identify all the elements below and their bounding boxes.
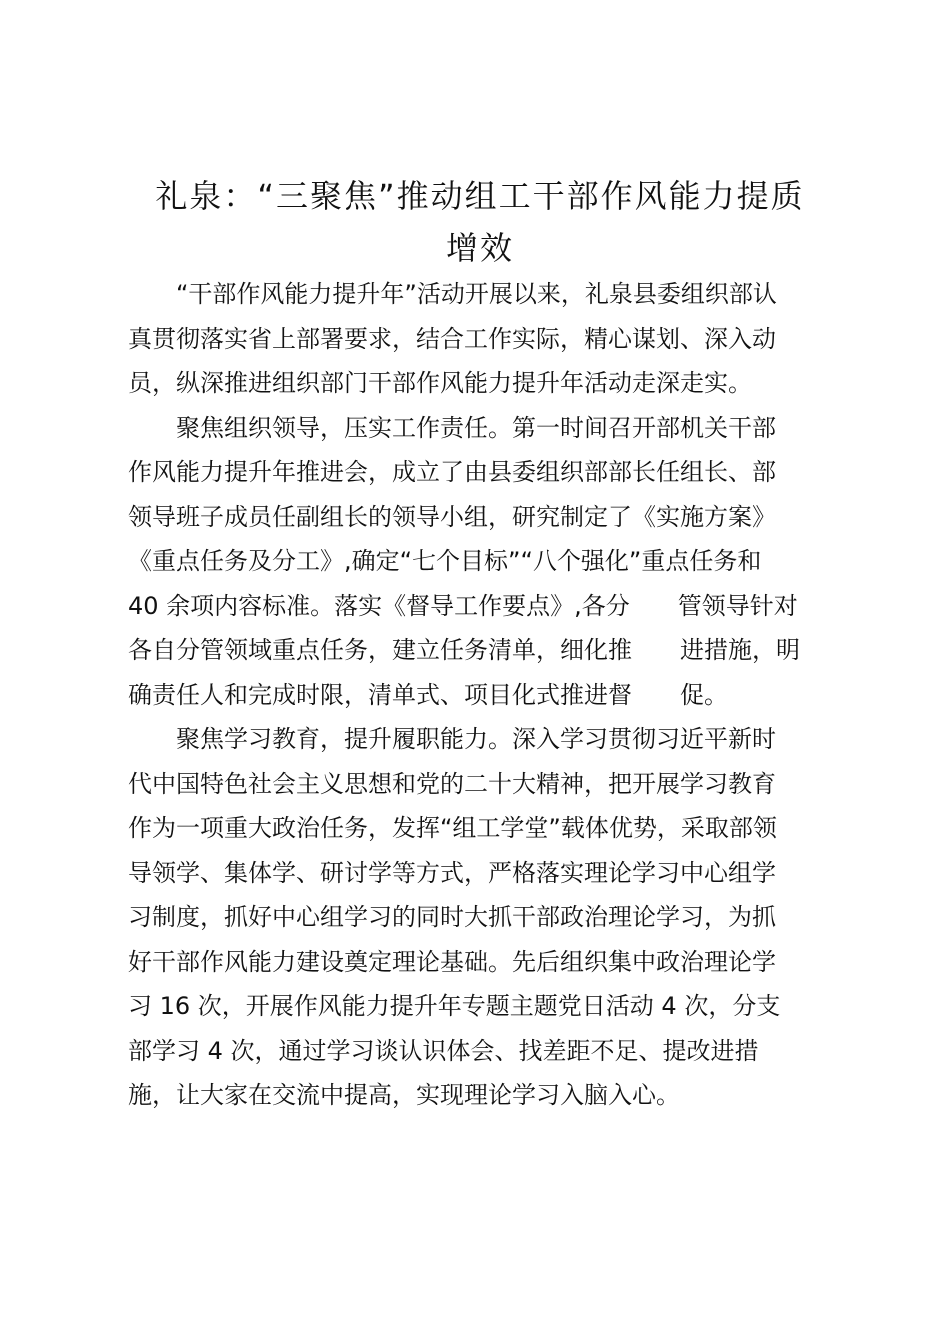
document-body bbox=[128, 272, 828, 1118]
paragraph-intro bbox=[128, 272, 828, 406]
title-line: 增效 bbox=[445, 229, 514, 267]
document-title bbox=[110, 170, 850, 274]
paragraph-study-education bbox=[128, 717, 828, 1118]
paragraph-line: 40 余项内容标准。落实《督导工作要点》,各分 管领导针对 bbox=[128, 591, 798, 620]
paragraph-line: “干部作风能力提升年”活动开展以来，礼泉县委组织部认 bbox=[176, 280, 777, 308]
paragraph-line: 真贯彻落实省上部署要求，结合工作实际，精心谋划、深入动 bbox=[128, 324, 776, 353]
paragraph-line: 《重点任务及分工》,确定“七个目标”“八个强化”重点任务和 bbox=[128, 547, 762, 575]
paragraph-line: 作风能力提升年推进会，成立了由县委组织部部长任组长、部 bbox=[128, 458, 776, 486]
paragraph-organization-leadership bbox=[128, 406, 828, 718]
paragraph-line: 确责任人和完成时限，清单式、项目化式推进督 促。 bbox=[128, 680, 728, 709]
title-line: 礼泉：“三聚焦”推动组工干部作风能力提质 bbox=[155, 177, 805, 215]
paragraph-line: 习制度，抓好中心组学习的同时大抓干部政治理论学习，为抓 bbox=[128, 903, 776, 931]
paragraph-line: 导领学、集体学、研讨学等方式，严格落实理论学习中心组学 bbox=[128, 858, 776, 887]
paragraph-line: 好干部作风能力建设奠定理论基础。先后组织集中政治理论学 bbox=[128, 947, 776, 976]
paragraph-line: 各自分管领域重点任务，建立任务清单，细化推 进措施，明 bbox=[128, 636, 800, 664]
paragraph-line: 部学习 4 次，通过学习谈认识体会、找差距不足、提改进措 bbox=[128, 1036, 759, 1065]
paragraph-line: 领导班子成员任副组长的领导小组，研究制定了《实施方案》 bbox=[128, 502, 776, 531]
paragraph-line: 聚焦组织领导，压实工作责任。第一时间召开部机关干部 bbox=[176, 413, 776, 442]
paragraph-line: 聚焦学习教育，提升履职能力。深入学习贯彻习近平新时 bbox=[176, 725, 776, 753]
paragraph-line: 员，纵深推进组织部门干部作风能力提升年活动走深走实。 bbox=[128, 369, 752, 397]
paragraph-line: 施，让大家在交流中提高，实现理论学习入脑入心。 bbox=[128, 1081, 680, 1109]
paragraph-line: 习 16 次，开展作风能力提升年专题主题党日活动 4 次，分支 bbox=[128, 992, 781, 1020]
paragraph-line: 代中国特色社会主义思想和党的二十大精神，把开展学习教育 bbox=[128, 769, 776, 798]
paragraph-line: 作为一项重大政治任务，发挥“组工学堂”载体优势，采取部领 bbox=[128, 814, 777, 842]
